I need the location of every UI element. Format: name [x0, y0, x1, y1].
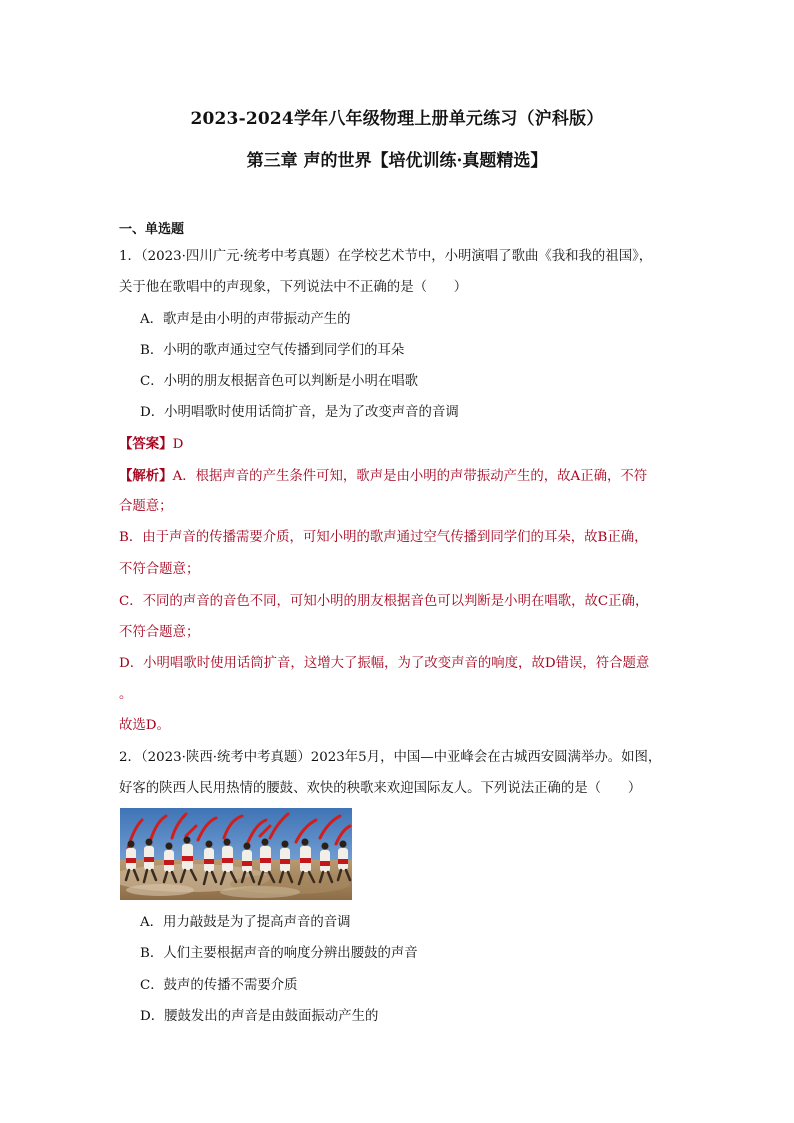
q2-stem-line2: 好客的陕西人民用热情的腰鼓、欢快的秧歌来欢迎国际友人。下列说法正确的是（ ） [119, 781, 642, 796]
q1-answer [119, 434, 679, 455]
q1-analysis-line6: 不符合题意； [119, 625, 200, 640]
answer-value: D [172, 437, 184, 452]
q2-option-b: B．人们主要根据声音的响度分辨出腰鼓的声音 [140, 946, 418, 961]
q1-analysis-line9: 故选D。 [119, 718, 170, 733]
document-title: 2023-2024学年八年级物理上册单元练习（沪科版） [190, 109, 604, 129]
section-heading: 一、单选题 [119, 222, 185, 237]
q1-analysis-line8: 。 [119, 687, 133, 702]
q1-option-d: D．小明唱歌时使用话筒扩音，是为了改变声音的音调 [140, 405, 459, 420]
q1-analysis-line4: 不符合题意； [119, 562, 200, 577]
q2-option-c: C．鼓声的传播不需要介质 [140, 978, 298, 993]
q1-analysis-line1 [119, 466, 679, 487]
analysis-tag: 【解析】 [119, 468, 173, 484]
q1-option-a: A．歌声是由小明的声带振动产生的 [140, 312, 351, 327]
q1-stem-line2: 关于他在歌唱中的声现象，下列说法中不正确的是（ ） [119, 280, 468, 295]
q1-analysis-line2: 合题意； [119, 499, 173, 514]
q2-option-a: A．用力敲鼓是为了提高声音的音调 [140, 915, 351, 930]
q1-option-c: C．小明的朋友根据音色可以判断是小明在唱歌 [140, 374, 419, 389]
document-subtitle: 第三章 声的世界【培优训练·真题精选】 [246, 151, 548, 171]
q1-analysis-line7: D．小明唱歌时使用话筒扩音，这增大了振幅，为了改变声音的响度，故D错误，符合题意 [119, 656, 650, 671]
q1-analysis-line3: B．由于声音的传播需要介质，可知小明的歌声通过空气传播到同学们的耳朵，故B正确， [119, 530, 648, 545]
q2-option-d: D．腰鼓发出的声音是由鼓面振动产生的 [140, 1009, 379, 1024]
analysis-text: A．根据声音的产生条件可知，歌声是由小明的声带振动产生的，故A正确，不符 [172, 469, 648, 484]
answer-tag: 【答案】 [119, 436, 173, 452]
q1-stem-line1: 1．（2023·四川广元·统考中考真题）在学校艺术节中，小明演唱了歌曲《我和我的祖国》， [119, 249, 653, 264]
q1-analysis-line5: C．不同的声音的音色不同，可知小明的朋友根据音色可以判断是小明在唱歌，故C正确， [119, 594, 649, 609]
q1-option-b: B．小明的歌声通过空气传播到同学们的耳朵 [140, 343, 405, 358]
waist-drum-dance-photo [120, 808, 352, 900]
q2-stem-line1: 2．（2023·陕西·统考中考真题）2023年5月，中国—中亚峰会在古城西安圆满举办。如图， [119, 750, 662, 765]
